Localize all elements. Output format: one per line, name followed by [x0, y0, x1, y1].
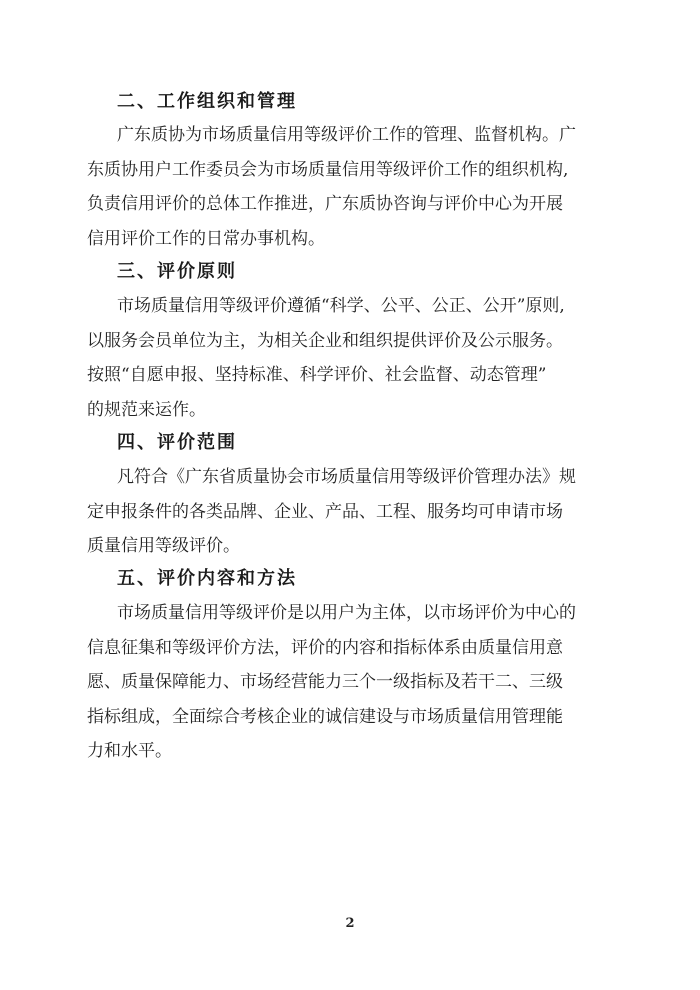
- paragraph-line: 指标组成，全面综合考核企业的诚信建设与市场质量信用管理能: [87, 707, 563, 727]
- section-heading: 三、评价原则: [117, 261, 237, 282]
- paragraph-line: 愿、质量保障能力、市场经营能力三个一级指标及若干二、三级: [87, 672, 563, 692]
- paragraph-line: 广东质协为市场质量信用等级评价工作的管理、监督机构。广: [117, 125, 576, 145]
- paragraph-line: 凡符合《广东省质量协会市场质量信用等级评价管理办法》规: [117, 467, 576, 487]
- paragraph-line: 的规范来运作。: [87, 400, 206, 420]
- paragraph-line: 定申报条件的各类品牌、企业、产品、工程、服务均可申请市场: [87, 502, 563, 522]
- paragraph-line: 市场质量信用等级评价遵循“科学、公平、公正、公开”原则,: [117, 296, 565, 316]
- paragraph-line: 信用评价工作的日常办事机构。: [87, 229, 325, 249]
- paragraph-line: 以服务会员单位为主，为相关企业和组织提供评价及公示服务。: [87, 331, 563, 351]
- section-heading: 四、评价范围: [117, 432, 237, 453]
- section-heading: 二、工作组织和管理: [117, 91, 297, 112]
- paragraph-line: 信息征集和等级评价方法，评价的内容和指标体系由质量信用意: [87, 638, 563, 658]
- paragraph-line: 力和水平。: [87, 741, 172, 761]
- page-number: 2: [345, 916, 355, 931]
- paragraph-line: 负责信用评价的总体工作推进，广东质协咨询与评价中心为开展: [87, 194, 563, 214]
- paragraph-line: 质量信用等级评价。: [87, 536, 240, 556]
- paragraph-line: 按照“自愿申报、坚持标准、科学评价、社会监督、动态管理”: [87, 365, 547, 385]
- section-heading: 五、评价内容和方法: [117, 568, 297, 589]
- paragraph-line: 市场质量信用等级评价是以用户为主体，以市场评价为中心的: [117, 603, 576, 623]
- paragraph-line: 东质协用户工作委员会为市场质量信用等级评价工作的组织机构,: [87, 160, 569, 180]
